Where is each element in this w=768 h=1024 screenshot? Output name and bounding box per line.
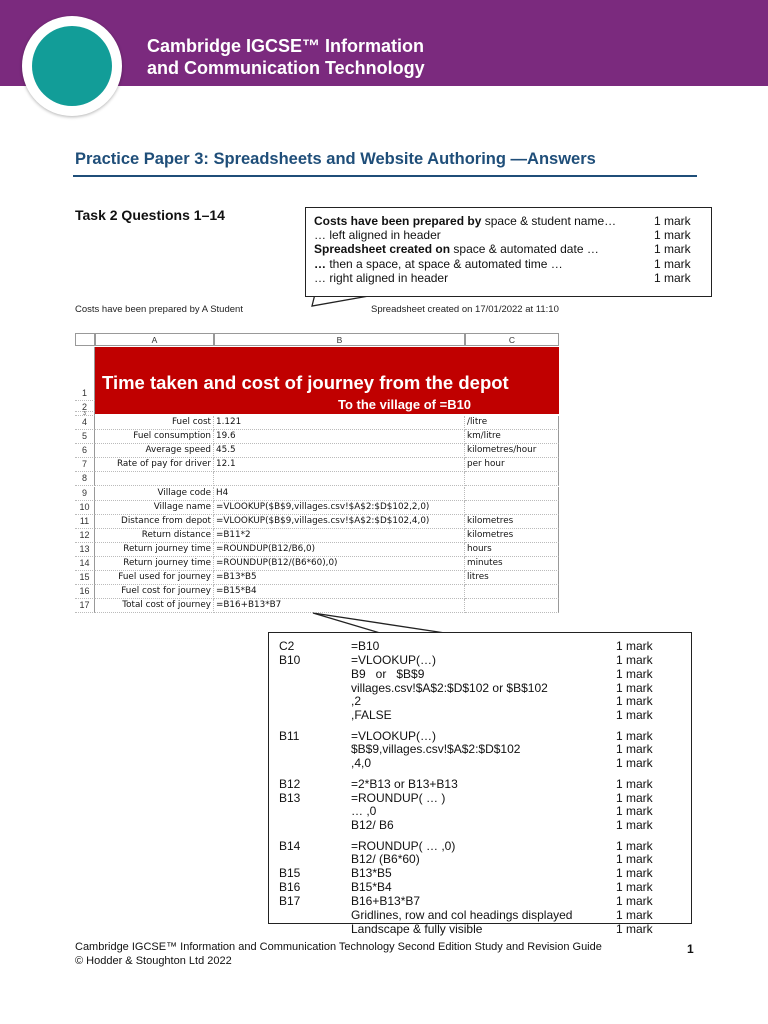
cell-b-14: =ROUNDUP(B12/(B6*60),0) [214, 557, 465, 571]
answer-text: B16+B13*B7 [351, 893, 421, 908]
cell-a-7: Rate of pay for driver [95, 458, 214, 472]
mark-value: 1 mark [616, 652, 653, 667]
header-mark-text [314, 228, 441, 242]
row-number: 10 [75, 501, 95, 515]
spreadsheet [75, 333, 559, 620]
answer-cell-ref: B13 [279, 790, 301, 805]
header-mark-rest: space & student name… [481, 214, 617, 228]
cell-c-13: hours [465, 543, 559, 557]
cell-b-16: =B15*B4 [214, 585, 465, 599]
cell-a-5: Fuel consumption [95, 430, 214, 444]
header-mark-rest: … right aligned in header [314, 270, 449, 285]
row-number: 4 [75, 416, 95, 430]
header-mark-bold: Spreadsheet created on [314, 242, 451, 257]
mark-value: 1 mark [616, 866, 653, 881]
cell-b-15: =B13*B5 [214, 571, 465, 585]
cell-b-11: =VLOOKUP($B$9,villages.csv!$A$2:$D$102,4,0) [214, 515, 465, 529]
book-title-line-2: and Communication Technology [147, 58, 425, 78]
mark-value: 1 mark [616, 708, 653, 723]
mark-value: 1 mark [616, 728, 653, 743]
mark-value: 1 mark [616, 907, 653, 922]
paper-title: Practice Paper 3: Spreadsheets and Website Authoring —Answers [75, 150, 596, 168]
answer-cell-ref: B10 [279, 652, 301, 667]
mark-value: 1 mark [616, 838, 653, 853]
cell-a-16: Fuel cost for journey [95, 585, 214, 599]
sheet-header-left: Costs have been prepared by A Student [75, 304, 243, 315]
row-number: 2 [75, 401, 95, 412]
row-number: 5 [75, 430, 95, 444]
footer-line-2: © Hodder & Stoughton Ltd 2022 [75, 955, 232, 967]
mark-value: 1 mark [616, 804, 653, 819]
row-number: 17 [75, 599, 95, 613]
cell-b-8 [214, 472, 465, 486]
answer-text: =2*B13 or B13+B13 [351, 776, 458, 791]
cell-c-12: kilometres [465, 529, 559, 543]
row-number: 14 [75, 557, 95, 571]
mark-value: 1 mark [616, 790, 653, 805]
answer-text: =ROUNDUP( … ) [351, 790, 446, 805]
answer-cell-ref: B17 [279, 893, 301, 908]
row-number: 12 [75, 529, 95, 543]
row-number: 9 [75, 487, 95, 501]
answer-text: B13*B5 [351, 866, 392, 881]
cell-c-10 [465, 501, 559, 515]
cell-c-6: kilometres/hour [465, 444, 559, 458]
mark-value: 1 mark [616, 742, 653, 757]
row-number: 13 [75, 543, 95, 557]
mark-value: 1 mark [654, 228, 691, 243]
cell-c-9 [465, 487, 559, 501]
answer-text: ,FALSE [351, 708, 392, 723]
task-heading: Task 2 Questions 1–14 [75, 207, 225, 223]
header-mark-text [314, 257, 563, 271]
cell-a-6: Average speed [95, 444, 214, 458]
answer-text: Landscape & fully visible [351, 921, 483, 936]
cell-c-15: litres [465, 571, 559, 585]
mark-value: 1 mark [616, 776, 653, 791]
cell-a-15: Fuel used for journey [95, 571, 214, 585]
sheet-header-right: Spreadsheet created on 17/01/2022 at 11:10 [371, 304, 559, 315]
row-number: 1 [75, 347, 95, 401]
header-mark-bold: Costs have been prepared by [314, 214, 482, 228]
cell-a-9: Village code [95, 487, 214, 501]
cell-c-17 [465, 599, 559, 613]
cell-c-14: minutes [465, 557, 559, 571]
answer-text: villages.csv!$A$2:$D$102 or $B$102 [351, 680, 548, 695]
header-mark-bold: … [314, 256, 326, 271]
book-title-line-1: Cambridge IGCSE™ Information [147, 36, 425, 56]
row-number: 16 [75, 585, 95, 599]
footer [75, 940, 602, 968]
corner-cell [75, 333, 95, 346]
answer-text: =VLOOKUP(…) [351, 652, 437, 667]
page-number: 1 [687, 942, 694, 956]
mark-value: 1 mark [654, 270, 691, 285]
header-mark-rest: … left aligned in header [314, 228, 441, 243]
cell-a-17: Total cost of journey [95, 599, 214, 613]
answer-cell-ref: B11 [279, 728, 300, 743]
header-mark-text [314, 214, 616, 228]
row-number: 7 [75, 458, 95, 472]
sheet-banner-title: Time taken and cost of journey from the depot [102, 372, 509, 393]
cell-b-6: 45.5 [214, 444, 465, 458]
cell-c-8 [465, 472, 559, 486]
cell-b-12: =B11*2 [214, 529, 465, 543]
cell-b-17: =B16+B13*B7 [214, 599, 465, 613]
cell-a-4: Fuel cost [95, 416, 214, 430]
mark-value: 1 mark [654, 256, 691, 271]
cell-c-11: kilometres [465, 515, 559, 529]
cell-c-16 [465, 585, 559, 599]
mark-value: 1 mark [654, 242, 691, 257]
sheet-banner [95, 347, 559, 414]
cell-c-5: km/litre [465, 430, 559, 444]
answer-text: B15*B4 [351, 880, 392, 895]
cell-b-5: 19.6 [214, 430, 465, 444]
cell-c-4: /litre [465, 416, 559, 430]
header-mark-rest: then a space, at space & automated time … [326, 256, 563, 271]
answer-text: =VLOOKUP(…) [351, 728, 437, 743]
mark-value: 1 mark [616, 666, 653, 681]
header-mark-text [314, 242, 599, 256]
cell-a-12: Return distance [95, 529, 214, 543]
answer-text: =ROUNDUP( … ,0) [351, 838, 456, 853]
answer-text: B9 or $B$9 [351, 666, 425, 681]
answer-text: ,2 [351, 694, 362, 709]
formula-marks-callout [268, 632, 692, 936]
row-number: 3 [75, 412, 95, 416]
mark-value: 1 mark [616, 694, 653, 709]
answer-text: ,4,0 [351, 756, 372, 771]
mark-value: 1 mark [654, 214, 691, 228]
mark-value: 1 mark [616, 756, 653, 771]
row-number: 6 [75, 444, 95, 458]
cell-a-10: Village name [95, 501, 214, 515]
answer-text: Gridlines, row and col headings displayed [351, 907, 573, 922]
cell-a-14: Return journey time [95, 557, 214, 571]
header-marks-callout [305, 207, 712, 297]
header-mark-rest: space & automated date … [450, 242, 599, 257]
mark-value: 1 mark [616, 818, 653, 833]
answer-text: … ,0 [351, 804, 377, 819]
mark-value: 1 mark [616, 921, 653, 936]
answer-text: =B10 [351, 639, 380, 653]
answer-cell-ref: B16 [279, 880, 301, 895]
mark-value: 1 mark [616, 639, 653, 653]
row-number: 15 [75, 571, 95, 585]
cell-b-13: =ROUNDUP(B12/B6,0) [214, 543, 465, 557]
answer-cell-ref: B15 [279, 866, 301, 881]
footer-line-1: Cambridge IGCSE™ Information and Communication Technology Second Edition Study and Revision Guide [75, 941, 602, 953]
answer-cell-ref: B14 [279, 838, 301, 853]
mark-value: 1 mark [616, 680, 653, 695]
answer-text: B12/ B6 [351, 818, 394, 833]
mark-value: 1 mark [616, 893, 653, 908]
cell-b-7: 12.1 [214, 458, 465, 472]
header-mark-text [314, 271, 448, 285]
answer-text: $B$9,villages.csv!$A$2:$D$102 [351, 742, 521, 757]
column-header-b: B [214, 333, 465, 346]
sheet-banner-subtitle: To the village of =B10 [338, 397, 472, 412]
answer-cell-ref: B12 [279, 776, 301, 791]
row-number: 11 [75, 515, 95, 529]
cell-c-7: per hour [465, 458, 559, 472]
mark-value: 1 mark [616, 880, 653, 895]
answer-text: B12/ (B6*60) [351, 852, 420, 867]
answer-cell-ref: C2 [279, 639, 295, 653]
column-header-a: A [95, 333, 214, 346]
cell-a-11: Distance from depot [95, 515, 214, 529]
cell-b-9: H4 [214, 487, 465, 501]
column-header-c: C [465, 333, 559, 346]
cell-b-4: 1.121 [214, 416, 465, 430]
mark-value: 1 mark [616, 852, 653, 867]
cell-a-8 [95, 472, 214, 486]
cell-b-10: =VLOOKUP($B$9,villages.csv!$A$2:$D$102,2,0) [214, 501, 465, 515]
row-number: 8 [75, 472, 95, 486]
cell-a-13: Return journey time [95, 543, 214, 557]
